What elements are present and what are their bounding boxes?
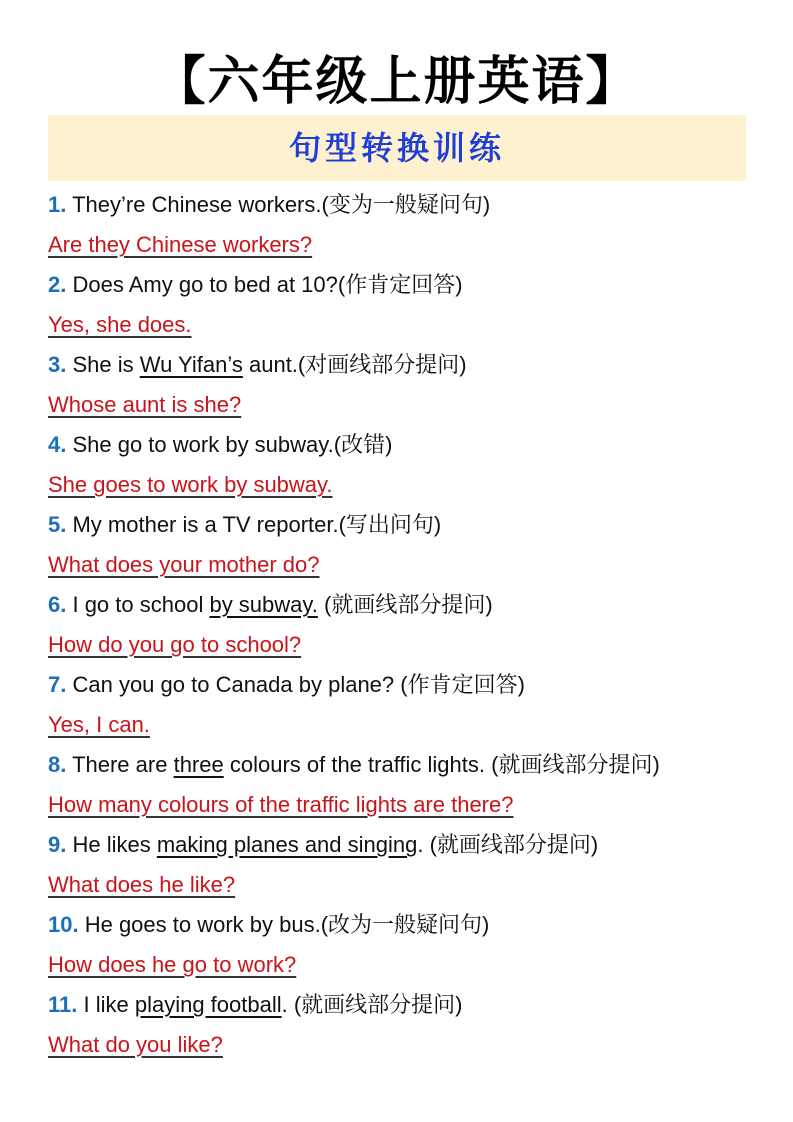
- question-number: 6.: [48, 592, 67, 617]
- question-number: 8.: [48, 752, 67, 777]
- question-number: 3.: [48, 352, 67, 377]
- exercise-question: [48, 745, 768, 785]
- question-number: 9.: [48, 832, 67, 857]
- answer-text: She goes to work by subway.: [48, 472, 333, 497]
- question-text: There are: [66, 752, 174, 777]
- exercise-question: [48, 265, 768, 305]
- question-number: 7.: [48, 672, 67, 697]
- question-number: 2.: [48, 272, 67, 297]
- question-number: 10.: [48, 912, 79, 937]
- exercise-question: [48, 345, 768, 385]
- question-text: They’re Chinese workers.(变为一般疑问句): [66, 192, 491, 217]
- exercise-question: [48, 425, 768, 465]
- answer-text: Yes, I can.: [48, 712, 150, 737]
- question-text: She go to work by subway.(改错): [66, 432, 393, 457]
- underlined-phrase: three: [173, 752, 224, 777]
- exercise-question: [48, 185, 768, 225]
- exercise-answer: [48, 545, 768, 585]
- question-number: 11.: [48, 992, 78, 1017]
- question-text: My mother is a TV reporter.(写出问句): [66, 512, 442, 537]
- exercise-question: [48, 905, 768, 945]
- question-number: 1.: [48, 192, 67, 217]
- question-text: I go to school: [66, 592, 210, 617]
- question-text: I like: [77, 992, 135, 1017]
- exercise-answer: [48, 305, 768, 345]
- exercise-list: [48, 185, 768, 1065]
- exercise-answer: [48, 625, 768, 665]
- page-title: 【六年级上册英语】: [153, 51, 640, 112]
- question-text: Does Amy go to bed at 10?(作肯定回答): [66, 272, 463, 297]
- answer-text: How many colours of the traffic lights are there?: [48, 792, 514, 817]
- exercise-answer: [48, 385, 768, 425]
- subtitle-banner: [48, 115, 746, 181]
- underlined-phrase: by subway.: [209, 592, 318, 617]
- exercise-question: [48, 585, 768, 625]
- answer-text: What does your mother do?: [48, 552, 320, 577]
- exercise-answer: [48, 705, 768, 745]
- underlined-phrase: Wu Yifan’s: [139, 352, 243, 377]
- exercise-question: [48, 825, 768, 865]
- question-text: colours of the traffic lights. (就画线部分提问): [223, 752, 660, 777]
- exercise-question: [48, 985, 768, 1025]
- exercise-answer: [48, 465, 768, 505]
- section-subtitle: 句型转换训练: [288, 129, 505, 167]
- exercise-question: [48, 505, 768, 545]
- answer-text: What do you like?: [48, 1032, 223, 1057]
- underlined-phrase: making planes and singing: [156, 832, 418, 857]
- question-text: She is: [66, 352, 140, 377]
- question-text: He goes to work by bus.(改为一般疑问句): [78, 912, 490, 937]
- question-text: (就画线部分提问): [317, 592, 493, 617]
- question-text: aunt.(对画线部分提问): [242, 352, 467, 377]
- exercise-answer: [48, 225, 768, 265]
- exercise-answer: [48, 785, 768, 825]
- underlined-phrase: playing football: [134, 992, 282, 1017]
- question-number: 5.: [48, 512, 67, 537]
- exercise-answer: [48, 865, 768, 905]
- answer-text: Yes, she does.: [48, 312, 192, 337]
- question-text: He likes: [66, 832, 157, 857]
- exercise-answer: [48, 945, 768, 985]
- answer-text: How does he go to work?: [48, 952, 297, 977]
- question-number: 4.: [48, 432, 67, 457]
- exercise-question: [48, 665, 768, 705]
- answer-text: Are they Chinese workers?: [48, 232, 313, 257]
- question-text: Can you go to Canada by plane? (作肯定回答): [66, 672, 525, 697]
- exercise-answer: [48, 1025, 768, 1065]
- answer-text: How do you go to school?: [48, 632, 302, 657]
- answer-text: What does he like?: [48, 872, 236, 897]
- question-text: . (就画线部分提问): [281, 992, 463, 1017]
- question-text: . (就画线部分提问): [417, 832, 599, 857]
- answer-text: Whose aunt is she?: [48, 392, 242, 417]
